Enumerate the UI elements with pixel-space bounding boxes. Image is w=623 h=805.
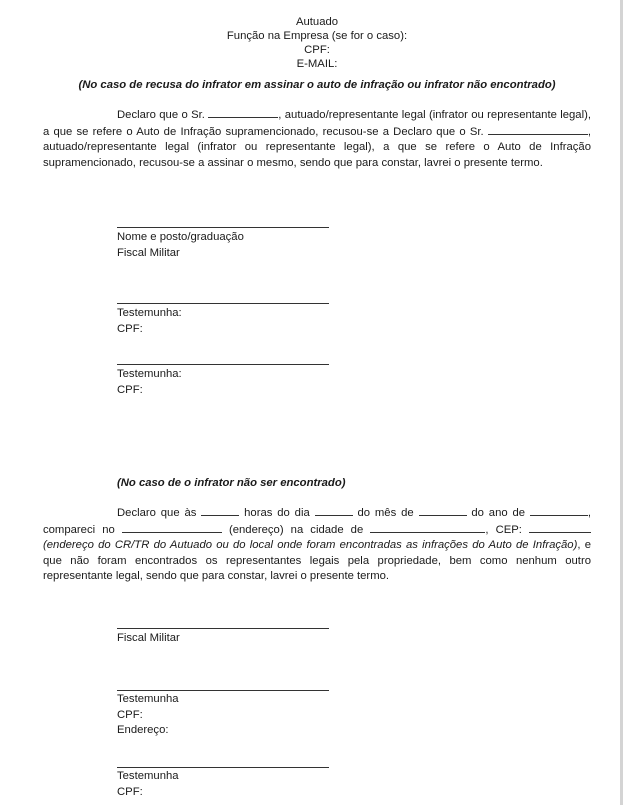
nf-witness1-cpf: CPF:	[117, 708, 143, 721]
fiscal-name-rank: Nome e posto/graduação	[117, 231, 244, 243]
nf-text-b: horas do dia	[244, 507, 310, 519]
month-blank[interactable]	[419, 505, 467, 516]
refusal-text-c: , autuado/representante legal (infrator ou representante legal), a que se refere o Auto de Infração supramencionado, recusou-se a assinar o mesmo, sendo que para constar, lavrei o presente termo.	[43, 125, 591, 169]
nf-text-i: , e que não foram encontrados os representantes legais pela propriedade, bem como nenhum outro representante legal, sendo que para constar, lavrei o presente termo.	[43, 539, 591, 582]
nf-text-f: (endereço) na cidade de	[228, 523, 364, 536]
nf-witness1-signature-line	[117, 690, 329, 691]
nf-text-g: , CEP:	[485, 523, 522, 536]
witness1-block	[117, 306, 182, 337]
name-blank-1[interactable]	[208, 107, 278, 118]
refusal-text-b: , autuado/representante legal (infrator ou representante legal), a que se refere o Auto de Infração supramencionado, recusou-se a Declaro que o Sr.	[43, 109, 591, 138]
header-cpf: CPF:	[304, 44, 330, 56]
nf-text-h: (endereço do CR/TR do Autuado ou do local onde foram encontradas as infrações do Auto de Infração)	[43, 539, 578, 551]
witness2-signature-line	[117, 364, 329, 365]
refusal-note: (No caso de recusa do infrator em assinar o auto de infração ou infrator não encontrado)	[78, 79, 556, 91]
year-blank[interactable]	[530, 505, 588, 516]
witness2-cpf: CPF:	[117, 383, 143, 396]
witness1-label: Testemunha:	[117, 307, 182, 319]
header-email: E-MAIL:	[296, 58, 338, 70]
not-found-note: (No caso de o infrator não ser encontrado)	[117, 477, 346, 489]
not-found-paragraph	[43, 505, 591, 585]
fiscal-signature-block	[117, 230, 244, 261]
nf-witness1-address: Endereço:	[117, 724, 169, 736]
nf-witness2-label: Testemunha	[117, 770, 179, 782]
witness2-label: Testemunha:	[117, 368, 182, 380]
nf-text-d: do ano de	[471, 507, 526, 519]
witness1-cpf: CPF:	[117, 322, 143, 335]
refusal-paragraph	[43, 107, 591, 171]
address-blank[interactable]	[122, 522, 222, 533]
witness2-block	[117, 367, 182, 398]
name-blank-2[interactable]	[488, 124, 588, 135]
nf-fiscal-signature-line	[117, 628, 329, 629]
witness1-signature-line	[117, 303, 329, 304]
header-block	[43, 15, 591, 71]
fiscal-label: Fiscal Militar	[117, 246, 180, 259]
nf-text-e: , compareci no	[43, 507, 592, 536]
fiscal-signature-line	[117, 227, 329, 228]
nf-text-a: Declaro que às	[117, 507, 197, 519]
hour-blank[interactable]	[201, 505, 239, 516]
header-autuado: Autuado	[295, 16, 339, 28]
nf-fiscal-label: Fiscal Militar	[117, 632, 180, 644]
nf-witness2-cpf: CPF:	[117, 785, 143, 798]
nf-witness1-block	[117, 692, 179, 739]
nf-witness1-label: Testemunha	[117, 693, 179, 705]
cep-blank[interactable]	[529, 522, 591, 533]
header-funcao: Função na Empresa (se for o caso):	[226, 30, 408, 42]
refusal-text-a: Declaro que o Sr.	[117, 109, 205, 121]
nf-witness2-signature-line	[117, 767, 329, 768]
nf-fiscal-block	[117, 631, 180, 647]
nf-text-c: do mês de	[357, 507, 414, 519]
nf-witness2-block	[117, 769, 179, 800]
city-blank[interactable]	[370, 522, 485, 533]
day-blank[interactable]	[315, 505, 353, 516]
